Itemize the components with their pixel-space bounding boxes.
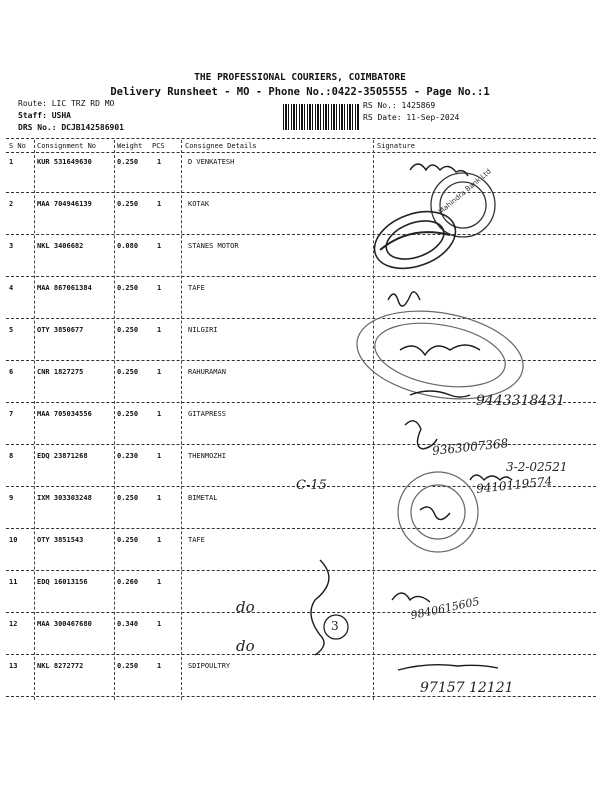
row-weight: 0.260 bbox=[117, 578, 139, 586]
row-pcs: 1 bbox=[157, 452, 162, 460]
row-weight: 0.250 bbox=[117, 410, 139, 418]
col-header-sno: S No bbox=[9, 142, 26, 150]
row-sno: 13 bbox=[9, 662, 18, 670]
rs-date: RS Date: 11-Sep-2024 bbox=[363, 113, 460, 122]
row-sno: 1 bbox=[9, 158, 14, 166]
row-consignment-no: EDQ 16013156 bbox=[37, 578, 88, 586]
row-consignee: TAFE bbox=[188, 536, 205, 544]
staff-value: USHA bbox=[51, 111, 71, 120]
row-pcs: 1 bbox=[157, 662, 162, 670]
handwritten-date: 3-2-02521 bbox=[506, 460, 568, 474]
circled-number: 3 bbox=[331, 619, 339, 633]
row-sno: 10 bbox=[9, 536, 18, 544]
row-weight: 0.080 bbox=[117, 242, 139, 250]
row-pcs: 1 bbox=[157, 368, 162, 376]
row-consignment-no: MAA 704946139 bbox=[37, 200, 92, 208]
staff-label: Staff: bbox=[18, 111, 47, 120]
mahindra-bank-stamp bbox=[431, 173, 495, 237]
row-consignment-no: MAA 867061384 bbox=[37, 284, 92, 292]
handwritten-signatures bbox=[311, 164, 512, 670]
row-consignee: D VENKATESH bbox=[188, 158, 235, 166]
row-sno: 8 bbox=[9, 452, 14, 460]
rs-number: RS No.: 1425869 bbox=[363, 101, 436, 110]
row-consignee: TAFE bbox=[188, 284, 205, 292]
runsheet-title: Delivery Runsheet - MO - Phone No.:0422-3505555 - Page No.:1 bbox=[110, 86, 490, 98]
drs-label: DRS No.: bbox=[18, 123, 57, 132]
row-consignment-no: NKL 3406682 bbox=[37, 242, 84, 250]
ditto-mark-1: do bbox=[236, 598, 255, 616]
row-sno: 6 bbox=[9, 368, 14, 376]
row-consignment-no: MAA 300467680 bbox=[37, 620, 92, 628]
col-header-consignment: Consignment No bbox=[37, 142, 97, 150]
ditto-mark-2: do bbox=[236, 637, 255, 655]
row-consignee: RAHURAMAN bbox=[188, 368, 226, 376]
row-weight: 0.250 bbox=[117, 368, 139, 376]
row-weight: 0.250 bbox=[117, 536, 139, 544]
row-pcs: 1 bbox=[157, 578, 162, 586]
row-pcs: 1 bbox=[157, 284, 162, 292]
row-consignee: SDIPOULTRY bbox=[188, 662, 231, 670]
row-consignee: KOTAK bbox=[188, 200, 210, 208]
handwritten-phone-3: 9410119574 bbox=[475, 474, 553, 496]
row-pcs: 1 bbox=[157, 410, 162, 418]
mahindra-stamp-text: Mahindra Bank Ltd bbox=[437, 167, 493, 216]
handwritten-phone-2: 9363007368 bbox=[431, 436, 509, 458]
handwritten-phone-4: 9840615605 bbox=[409, 594, 481, 623]
row-consignee: STANES MOTOR bbox=[188, 242, 239, 250]
handwritten-phone-1: 9443318431 bbox=[476, 393, 566, 409]
row-pcs: 1 bbox=[157, 158, 162, 166]
row-weight: 0.250 bbox=[117, 158, 139, 166]
row-consignment-no: OTY 3850677 bbox=[37, 326, 84, 334]
handwritten-phone-5: 97157 12121 bbox=[420, 680, 514, 696]
row-consignee: NILGIRI bbox=[188, 326, 218, 334]
row-sno: 3 bbox=[9, 242, 14, 250]
row-sno: 7 bbox=[9, 410, 14, 418]
row-pcs: 1 bbox=[157, 620, 162, 628]
row-weight: 0.250 bbox=[117, 284, 139, 292]
row-weight: 0.250 bbox=[117, 662, 139, 670]
row-pcs: 1 bbox=[157, 326, 162, 334]
row-sno: 12 bbox=[9, 620, 18, 628]
row-sno: 4 bbox=[9, 284, 14, 292]
row-weight: 0.250 bbox=[117, 326, 139, 334]
col-header-signature: Signature bbox=[377, 142, 415, 150]
col-header-pcs: PCS bbox=[152, 142, 165, 150]
col-header-weight: Weight bbox=[117, 142, 143, 150]
row-consignee: BIMETAL bbox=[188, 494, 218, 502]
row-sno: 5 bbox=[9, 326, 14, 334]
row-pcs: 1 bbox=[157, 200, 162, 208]
drs-value: DCJB142586901 bbox=[61, 123, 124, 132]
row-weight: 0.340 bbox=[117, 620, 139, 628]
row-consignee: GITAPRESS bbox=[188, 410, 226, 418]
company-seal-stamp bbox=[367, 201, 464, 279]
row-consignment-no: EDQ 23871268 bbox=[37, 452, 88, 460]
row-consignee: THENMOZHI bbox=[188, 452, 226, 460]
row-consignment-no: OTY 3851543 bbox=[37, 536, 84, 544]
row-consignment-no: CNR 1827275 bbox=[37, 368, 84, 376]
col-header-consignee: Consignee Details bbox=[185, 142, 257, 150]
row-pcs: 1 bbox=[157, 536, 162, 544]
route-label: Route: LIC TRZ RD MO bbox=[18, 99, 115, 108]
row-pcs: 1 bbox=[157, 242, 162, 250]
row-sno: 9 bbox=[9, 494, 14, 502]
row-pcs: 1 bbox=[157, 494, 162, 502]
round-seal-stamp bbox=[398, 472, 478, 552]
row-weight: 0.250 bbox=[117, 494, 139, 502]
row-consignment-no: MAA 705034556 bbox=[37, 410, 92, 418]
row-weight: 0.250 bbox=[117, 200, 139, 208]
row-consignment-no: NKL 8272772 bbox=[37, 662, 84, 670]
row-consignment-no: IXM 303303248 bbox=[37, 494, 92, 502]
row-sno: 11 bbox=[9, 578, 18, 586]
row-weight: 0.230 bbox=[117, 452, 139, 460]
company-title: THE PROFESSIONAL COURIERS, COIMBATORE bbox=[194, 72, 406, 83]
row-sno: 2 bbox=[9, 200, 14, 208]
row-consignment-no: KUR 531649630 bbox=[37, 158, 92, 166]
handwritten-c15: C-15 bbox=[296, 478, 327, 493]
